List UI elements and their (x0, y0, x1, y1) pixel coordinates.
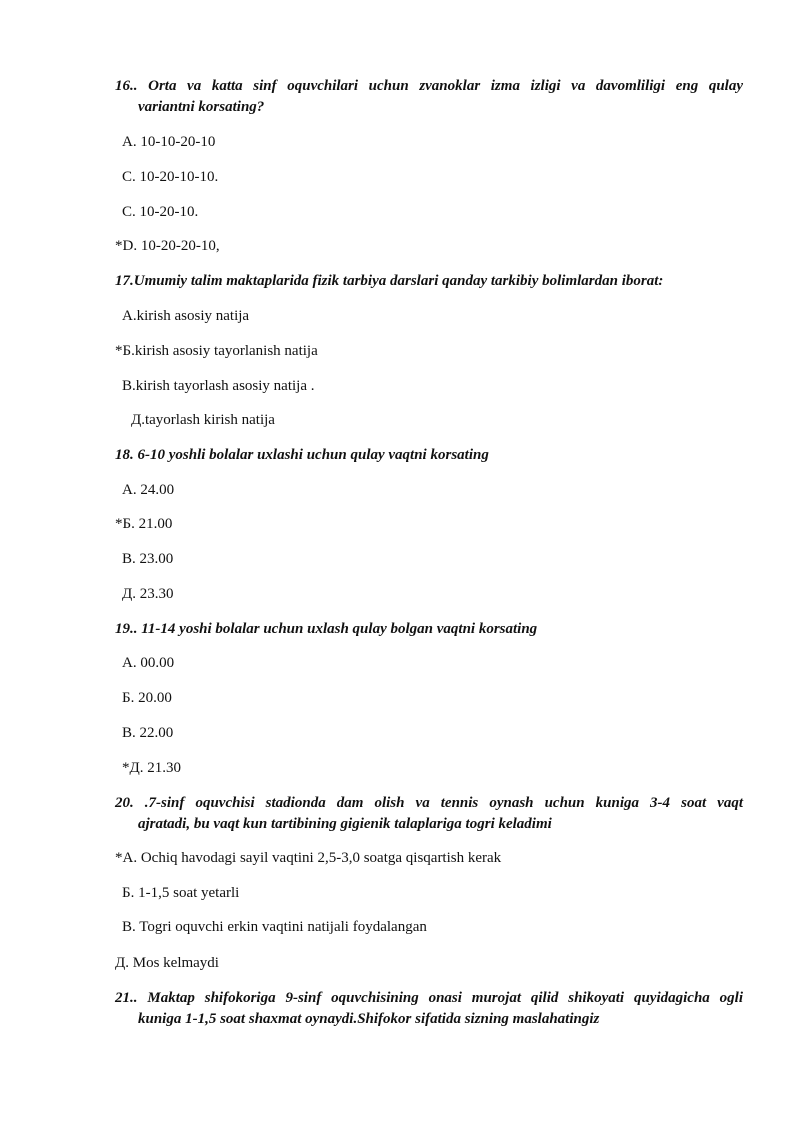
question-16-text: 16.. Orta va katta sinf oquvchilari uchun zvanoklar izma izligi va davomliligi eng qulay (115, 78, 743, 94)
question-17 (115, 271, 743, 292)
answer-option: A. 10-10-20-10 (122, 134, 216, 150)
question-20-text-cont: ajratadi, bu vaqt kun tartibining gigienik talaplariga togri keladimi (138, 816, 552, 832)
question-21-text: 21.. Maktap shifokoriga 9-sinf oquvchisining onasi murojat qilid shikoyati quyidagicha ogli (115, 990, 743, 1006)
question-19 (115, 619, 743, 640)
question-20 (115, 793, 743, 835)
answer-option-correct: *Б. 21.00 (115, 516, 173, 532)
answer-option: A. 24.00 (122, 482, 175, 498)
question-16 (115, 76, 743, 118)
question-19-text: 19.. 11-14 yoshi bolalar uchun uxlash qulay bolgan vaqtni korsating (115, 621, 538, 637)
answer-option: Б. 1-1,5 soat yetarli (122, 885, 240, 901)
answer-option: B. Togri oquvchi erkin vaqtini natijali foydalangan (122, 919, 427, 935)
question-18-text: 18. 6-10 yoshli bolalar uxlashi uchun qulay vaqtni korsating (115, 447, 489, 463)
question-17-text: 17.Umumiy talim maktaplarida fizik tarbiya darslari qanday tarkibiy bolimlardan iborat: (115, 273, 664, 289)
answer-option-correct: *Б.kirish asosiy tayorlanish natija (115, 343, 318, 359)
answer-option: Б. 20.00 (122, 690, 172, 706)
question-20-text: 20. .7-sinf oquvchisi stadionda dam olish va tennis oynash uchun kuniga 3-4 soat vaqt (115, 795, 743, 811)
answer-option: B. 22.00 (122, 725, 174, 741)
answer-option: A.kirish asosiy natija (122, 308, 250, 324)
answer-option: B. 23.00 (122, 551, 174, 567)
question-21 (115, 988, 743, 1030)
question-18 (115, 445, 743, 466)
answer-option: C. 10-20-10-10. (122, 169, 219, 185)
answer-option: A. 00.00 (122, 655, 175, 671)
answer-option-correct: *D. 10-20-20-10, (115, 238, 220, 254)
answer-option: B.kirish tayorlash asosiy natija . (122, 378, 315, 394)
answer-option-correct: *Д. 21.30 (122, 760, 181, 776)
answer-option: Д. 23.30 (122, 586, 174, 602)
question-21-text-cont: kuniga 1-1,5 soat shaxmat oynaydi.Shifokor sifatida sizning maslahatingiz (138, 1011, 600, 1027)
answer-option: Д.tayorlash kirish natija (131, 412, 275, 428)
answer-option: C. 10-20-10. (122, 204, 199, 220)
question-16-text-cont: variantni korsating? (138, 99, 265, 115)
answer-option-correct: *A. Ochiq havodagi sayil vaqtini 2,5-3,0 soatga qisqartish kerak (115, 850, 502, 866)
answer-option: Д. Mos kelmaydi (115, 955, 219, 971)
